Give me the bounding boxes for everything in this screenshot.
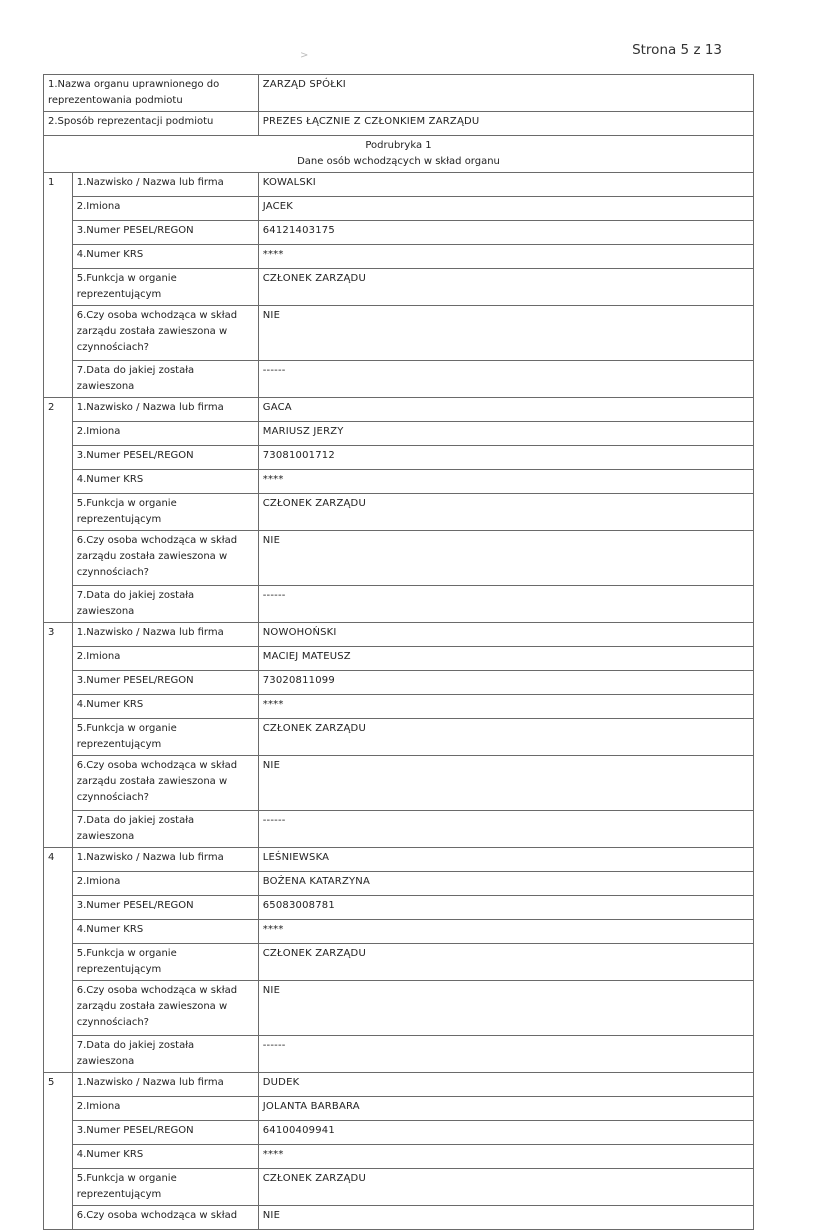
person-field-row: [44, 695, 754, 719]
field-label: 2.Imiona: [72, 422, 258, 446]
person-field-row: [44, 896, 754, 920]
person-field-row: [44, 1073, 754, 1097]
header-row-organ: [44, 75, 754, 112]
person-field-row: [44, 1121, 754, 1145]
field-value: CZŁONEK ZARZĄDU: [258, 494, 753, 531]
field-label: 1.Nazwisko / Nazwa lub firma: [72, 173, 258, 197]
field-value: CZŁONEK ZARZĄDU: [258, 269, 753, 306]
field-label: 1.Nazwisko / Nazwa lub firma: [72, 848, 258, 872]
field-label: 5.Funkcja w organie reprezentującym: [72, 1169, 258, 1206]
field-value: 64100409941: [258, 1121, 753, 1145]
field-value: NIE: [258, 756, 753, 811]
person-field-row: [44, 920, 754, 944]
field-value: NIE: [258, 981, 753, 1036]
field-label: 3.Numer PESEL/REGON: [72, 1121, 258, 1145]
person-index: 2: [44, 398, 73, 623]
representation-label: 2.Sposób reprezentacji podmiotu: [44, 112, 259, 136]
person-field-row: [44, 494, 754, 531]
field-label: 2.Imiona: [72, 1097, 258, 1121]
field-label: 6.Czy osoba wchodząca w skład zarządu została zawieszona w czynnościach?: [72, 981, 258, 1036]
person-field-row: [44, 173, 754, 197]
scan-artifact: >: [300, 50, 309, 61]
field-label: 3.Numer PESEL/REGON: [72, 221, 258, 245]
field-label: 4.Numer KRS: [72, 695, 258, 719]
field-label: 7.Data do jakiej została zawieszona: [72, 586, 258, 623]
field-label: 1.Nazwisko / Nazwa lub firma: [72, 1073, 258, 1097]
person-field-row: [44, 245, 754, 269]
organ-name-label: 1.Nazwa organu uprawnionego do reprezentowania podmiotu: [44, 75, 259, 112]
person-index: 3: [44, 623, 73, 848]
person-field-row: [44, 872, 754, 896]
field-label: 2.Imiona: [72, 647, 258, 671]
person-field-row: [44, 756, 754, 811]
person-field-row: [44, 848, 754, 872]
field-value: 65083008781: [258, 896, 753, 920]
person-field-row: [44, 221, 754, 245]
person-field-row: [44, 306, 754, 361]
header-row-representation: [44, 112, 754, 136]
field-value: ------: [258, 361, 753, 398]
person-field-row: [44, 422, 754, 446]
register-table: [43, 74, 754, 1230]
field-value: MACIEJ MATEUSZ: [258, 647, 753, 671]
field-label: 6.Czy osoba wchodząca w skład zarządu została zawieszona w czynnościach?: [72, 306, 258, 361]
register-table-body: [44, 75, 754, 1230]
person-field-row: [44, 623, 754, 647]
field-value: ****: [258, 470, 753, 494]
field-label: 1.Nazwisko / Nazwa lub firma: [72, 398, 258, 422]
field-value: CZŁONEK ZARZĄDU: [258, 719, 753, 756]
subsection-title: Podrubryka 1: [365, 140, 432, 151]
field-label: 2.Imiona: [72, 197, 258, 221]
person-field-row: [44, 1097, 754, 1121]
field-value: ------: [258, 586, 753, 623]
field-value: BOŻENA KATARZYNA: [258, 872, 753, 896]
person-field-row: [44, 361, 754, 398]
field-value: CZŁONEK ZARZĄDU: [258, 1169, 753, 1206]
field-label: 7.Data do jakiej została zawieszona: [72, 811, 258, 848]
field-value: NIE: [258, 1206, 753, 1230]
field-value: 73081001712: [258, 446, 753, 470]
field-label: 3.Numer PESEL/REGON: [72, 446, 258, 470]
field-value: MARIUSZ JERZY: [258, 422, 753, 446]
field-label: 6.Czy osoba wchodząca w skład: [72, 1206, 258, 1230]
field-value: ------: [258, 811, 753, 848]
field-value: 64121403175: [258, 221, 753, 245]
person-field-row: [44, 1036, 754, 1073]
person-field-row: [44, 647, 754, 671]
person-field-row: [44, 944, 754, 981]
field-value: DUDEK: [258, 1073, 753, 1097]
field-label: 5.Funkcja w organie reprezentującym: [72, 494, 258, 531]
person-field-row: [44, 719, 754, 756]
field-value: GACA: [258, 398, 753, 422]
field-label: 5.Funkcja w organie reprezentującym: [72, 719, 258, 756]
field-label: 4.Numer KRS: [72, 245, 258, 269]
page-number: Strona 5 z 13: [632, 42, 722, 58]
field-label: 3.Numer PESEL/REGON: [72, 671, 258, 695]
person-field-row: [44, 269, 754, 306]
person-index: 1: [44, 173, 73, 398]
field-label: 7.Data do jakiej została zawieszona: [72, 361, 258, 398]
field-value: JOLANTA BARBARA: [258, 1097, 753, 1121]
field-value: ****: [258, 1145, 753, 1169]
person-index: 4: [44, 848, 73, 1073]
field-value: KOWALSKI: [258, 173, 753, 197]
person-field-row: [44, 531, 754, 586]
field-label: 2.Imiona: [72, 872, 258, 896]
person-index: 5: [44, 1073, 73, 1230]
subsection-header-row: [44, 136, 754, 173]
person-field-row: [44, 811, 754, 848]
representation-value: PREZES ŁĄCZNIE Z CZŁONKIEM ZARZĄDU: [258, 112, 753, 136]
field-label: 1.Nazwisko / Nazwa lub firma: [72, 623, 258, 647]
person-field-row: [44, 671, 754, 695]
organ-name-value: ZARZĄD SPÓŁKI: [258, 75, 753, 112]
person-field-row: [44, 446, 754, 470]
field-value: JACEK: [258, 197, 753, 221]
field-value: NOWOHOŃSKI: [258, 623, 753, 647]
field-label: 5.Funkcja w organie reprezentującym: [72, 269, 258, 306]
field-value: CZŁONEK ZARZĄDU: [258, 944, 753, 981]
person-field-row: [44, 1206, 754, 1230]
field-value: 73020811099: [258, 671, 753, 695]
person-field-row: [44, 398, 754, 422]
field-value: ------: [258, 1036, 753, 1073]
person-field-row: [44, 1145, 754, 1169]
field-label: 6.Czy osoba wchodząca w skład zarządu została zawieszona w czynnościach?: [72, 756, 258, 811]
field-label: 4.Numer KRS: [72, 1145, 258, 1169]
field-label: 4.Numer KRS: [72, 470, 258, 494]
field-label: 7.Data do jakiej została zawieszona: [72, 1036, 258, 1073]
subsection-subtitle: Dane osób wchodzących w skład organu: [297, 156, 500, 167]
field-value: NIE: [258, 306, 753, 361]
field-value: NIE: [258, 531, 753, 586]
person-field-row: [44, 586, 754, 623]
field-label: 5.Funkcja w organie reprezentującym: [72, 944, 258, 981]
person-field-row: [44, 470, 754, 494]
field-value: ****: [258, 245, 753, 269]
subsection-header: [44, 136, 754, 173]
person-field-row: [44, 197, 754, 221]
person-field-row: [44, 1169, 754, 1206]
field-value: LEŚNIEWSKA: [258, 848, 753, 872]
field-label: 6.Czy osoba wchodząca w skład zarządu została zawieszona w czynnościach?: [72, 531, 258, 586]
field-value: ****: [258, 920, 753, 944]
field-label: 4.Numer KRS: [72, 920, 258, 944]
field-value: ****: [258, 695, 753, 719]
field-label: 3.Numer PESEL/REGON: [72, 896, 258, 920]
person-field-row: [44, 981, 754, 1036]
